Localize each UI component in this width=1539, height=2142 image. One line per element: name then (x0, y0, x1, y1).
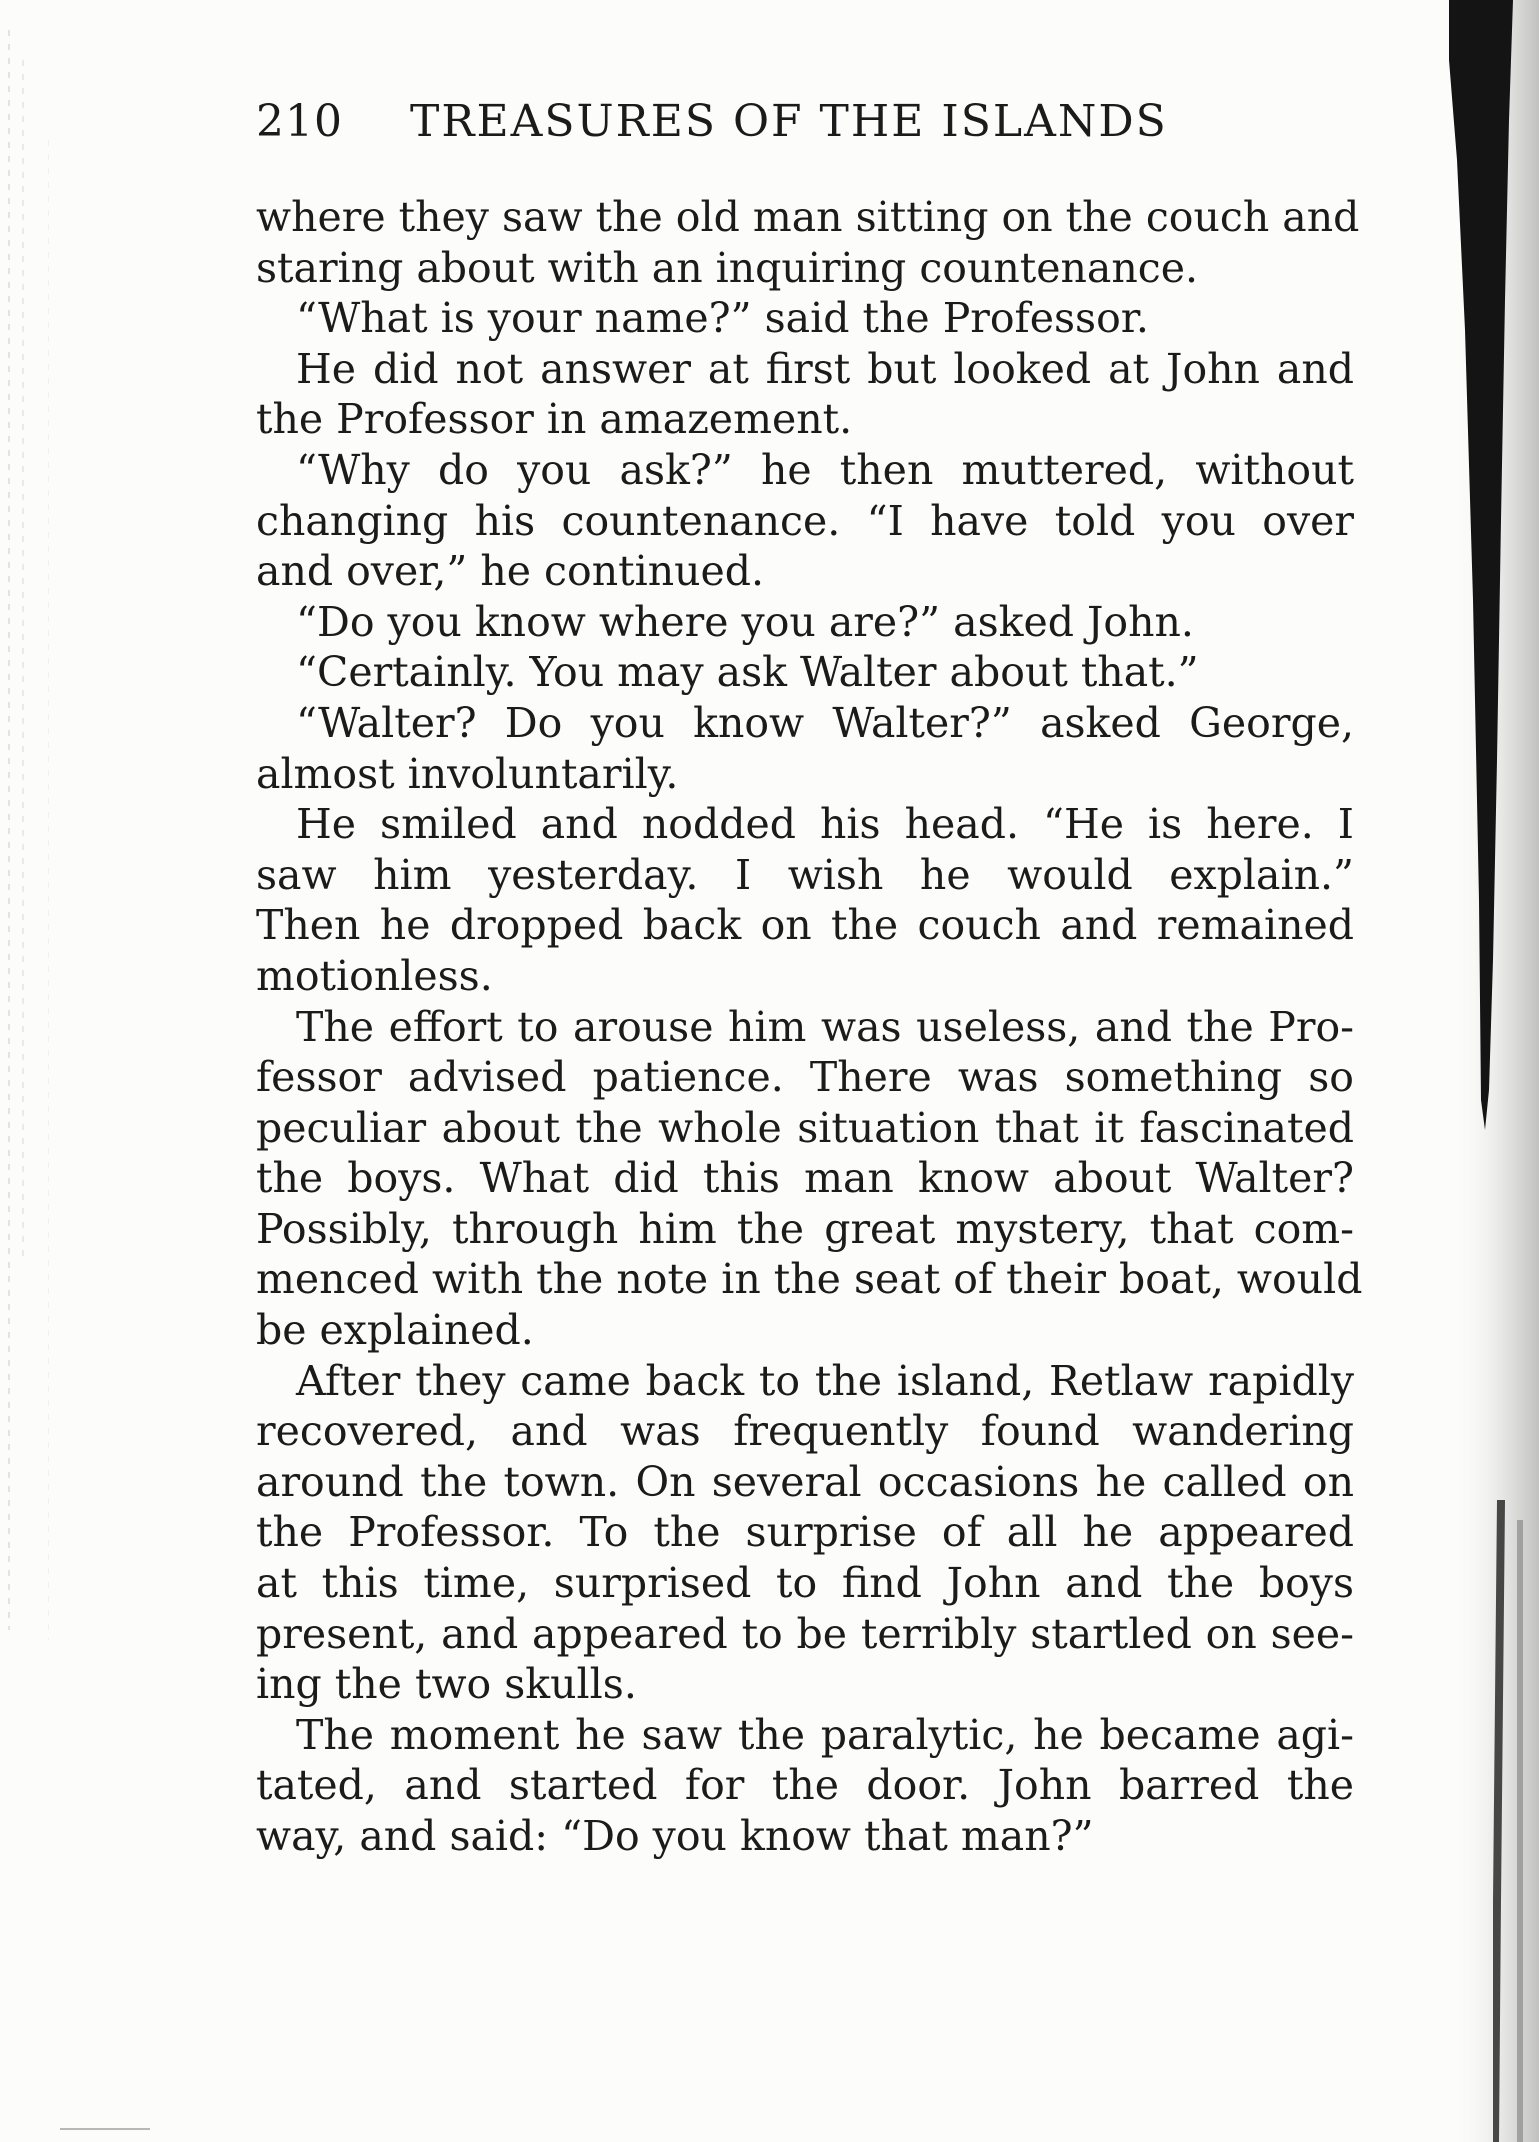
page-number: 210 (256, 96, 343, 147)
text-line: “What is your name?” said the Professor. (296, 294, 1149, 343)
text-line: present, and appeared to be terribly startled on see- (256, 1609, 1354, 1658)
scan-edge-line (8, 30, 10, 1630)
page-header (256, 96, 1356, 156)
text-line: Then he dropped back on the couch and remained (256, 901, 1354, 950)
scan-edge-line (48, 140, 49, 1640)
text-line: at this time, surprised to find John and the boys (256, 1559, 1354, 1608)
text-line: The moment he saw the paralytic, he became agi- (296, 1710, 1354, 1759)
text-line: Possibly, through him the great mystery, that com- (256, 1204, 1354, 1253)
text-line: tated, and started for the door. John barred the (256, 1761, 1354, 1810)
scan-edge-line (60, 2128, 150, 2130)
text-line: motionless. (256, 951, 493, 1000)
running-title: TREASURES OF THE ISLANDS (409, 96, 1168, 147)
text-line: “Walter? Do you know Walter?” asked George, (296, 698, 1354, 747)
text-line: the boys. What did this man know about Walter? (256, 1154, 1354, 1203)
binding-shadow (1409, 0, 1539, 2142)
text-line: After they came back to the island, Retlaw rapidly (296, 1356, 1354, 1405)
text-line: changing his countenance. “I have told you over (256, 496, 1354, 545)
text-line: The effort to arouse him was useless, and the Pro- (296, 1002, 1354, 1051)
text-line: way, and said: “Do you know that man?” (256, 1812, 1094, 1860)
text-line: saw him yesterday. I wish he would explain.” (256, 850, 1354, 899)
text-line: “Do you know where you are?” asked John. (296, 597, 1194, 646)
text-line: the Professor. To the surprise of all he appeared (256, 1508, 1354, 1557)
text-line: where they saw the old man sitting on the couch and (256, 193, 1360, 241)
text-line: around the town. On several occasions he called on (256, 1457, 1354, 1506)
text-line: the Professor in amazement. (256, 395, 853, 444)
text-line: recovered, and was frequently found wandering (256, 1407, 1354, 1456)
text-line: fessor advised patience. There was something so (256, 1053, 1354, 1102)
scan-edge-line (22, 60, 24, 1260)
text-line: “Certainly. You may ask Walter about that.” (296, 648, 1199, 697)
text-line: menced with the note in the seat of their boat, would (256, 1255, 1363, 1304)
text-line: “Why do you ask?” he then muttered, without (296, 445, 1354, 494)
text-line: ing the two skulls. (256, 1660, 637, 1709)
text-line: and over,” he continued. (256, 547, 765, 596)
text-line: staring about with an inquiring countenance. (256, 243, 1199, 292)
text-line: He did not answer at first but looked at John and (296, 344, 1354, 393)
text-line: be explained. (256, 1306, 534, 1355)
text-line: peculiar about the whole situation that it fascinated (256, 1103, 1354, 1152)
text-line: almost involuntarily. (256, 749, 679, 798)
text-line: He smiled and nodded his head. “He is here. I (296, 800, 1354, 849)
body-text (256, 192, 1363, 1862)
